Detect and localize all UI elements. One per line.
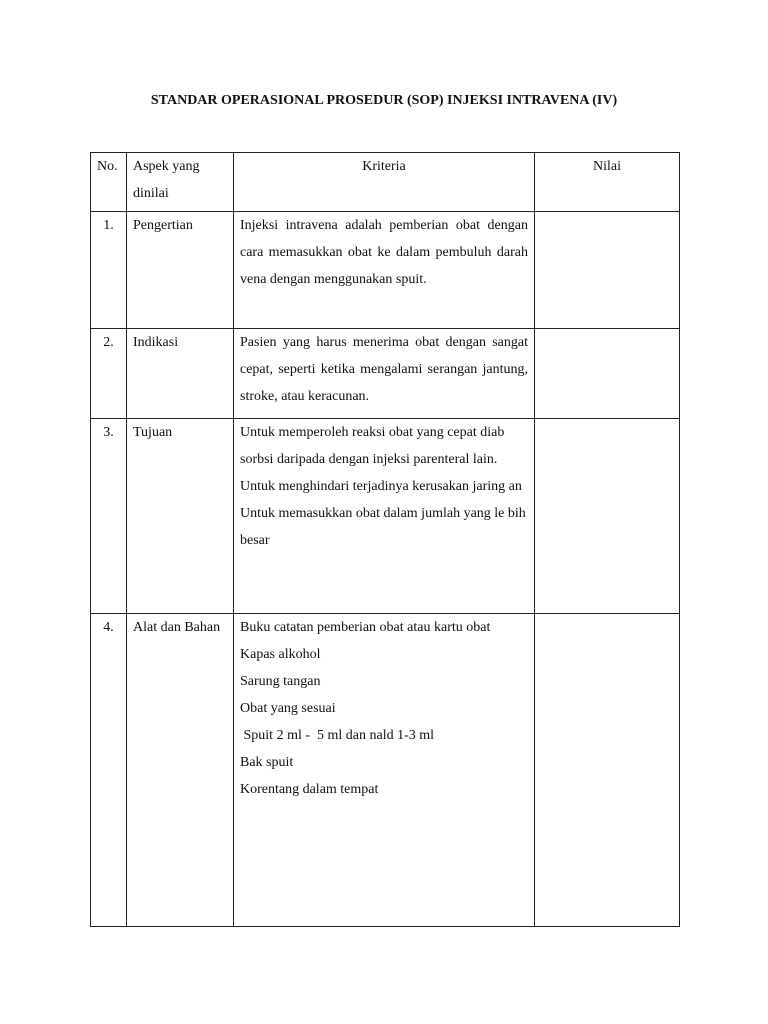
kriteria-item: Buku catatan pemberian obat atau kartu obat [240, 620, 491, 635]
kriteria-paragraph: Untuk memasukkan obat dalam jumlah yang le bih besar [240, 506, 526, 548]
kriteria-paragraph: Injeksi intravena adalah pemberian obat dengan cara memasukkan obat ke dalam pembuluh darah vena dengan menggunakan spuit. [240, 218, 528, 287]
row-nilai [535, 419, 680, 614]
row-aspek: Indikasi [127, 329, 234, 419]
row-kriteria [234, 614, 535, 927]
row-nilai [535, 329, 680, 419]
kriteria-paragraph: Untuk memperoleh reaksi obat yang cepat diab sorbsi daripada dengan injeksi parenteral lain. [240, 425, 505, 467]
header-aspek: Aspek yang dinilai [127, 153, 234, 212]
header-kriteria: Kriteria [234, 153, 535, 212]
table-header-row [91, 153, 680, 212]
table-row [91, 212, 680, 329]
row-aspek: Tujuan [127, 419, 234, 614]
kriteria-item: Bak spuit [240, 755, 294, 770]
kriteria-item: Spuit 2 ml - 5 ml dan nald 1-3 ml [240, 728, 435, 743]
kriteria-item: Kapas alkohol [240, 647, 321, 662]
table-row [91, 419, 680, 614]
row-number: 3. [91, 419, 127, 614]
kriteria-item: Obat yang sesuai [240, 701, 336, 716]
kriteria-paragraph: Pasien yang harus menerima obat dengan sangat cepat, seperti ketika mengalami serangan jantung, stroke, atau keracunan. [240, 335, 528, 404]
table-row [91, 614, 680, 927]
kriteria-paragraph: Untuk menghindari terjadinya kerusakan jaring an [240, 479, 522, 494]
row-number: 2. [91, 329, 127, 419]
row-aspek: Alat dan Bahan [127, 614, 234, 927]
header-nilai: Nilai [535, 153, 680, 212]
row-kriteria [234, 419, 535, 614]
kriteria-item: Korentang dalam tempat [240, 782, 379, 797]
kriteria-item: Sarung tangan [240, 674, 321, 689]
row-nilai [535, 212, 680, 329]
row-kriteria [234, 212, 535, 329]
table-row [91, 329, 680, 419]
header-no: No. [91, 153, 127, 212]
row-kriteria [234, 329, 535, 419]
sop-table [90, 152, 680, 927]
row-aspek: Pengertian [127, 212, 234, 329]
row-number: 1. [91, 212, 127, 329]
row-nilai [535, 614, 680, 927]
row-number: 4. [91, 614, 127, 927]
document-title: STANDAR OPERASIONAL PROSEDUR (SOP) INJEKSI INTRAVENA (IV) [150, 93, 618, 108]
